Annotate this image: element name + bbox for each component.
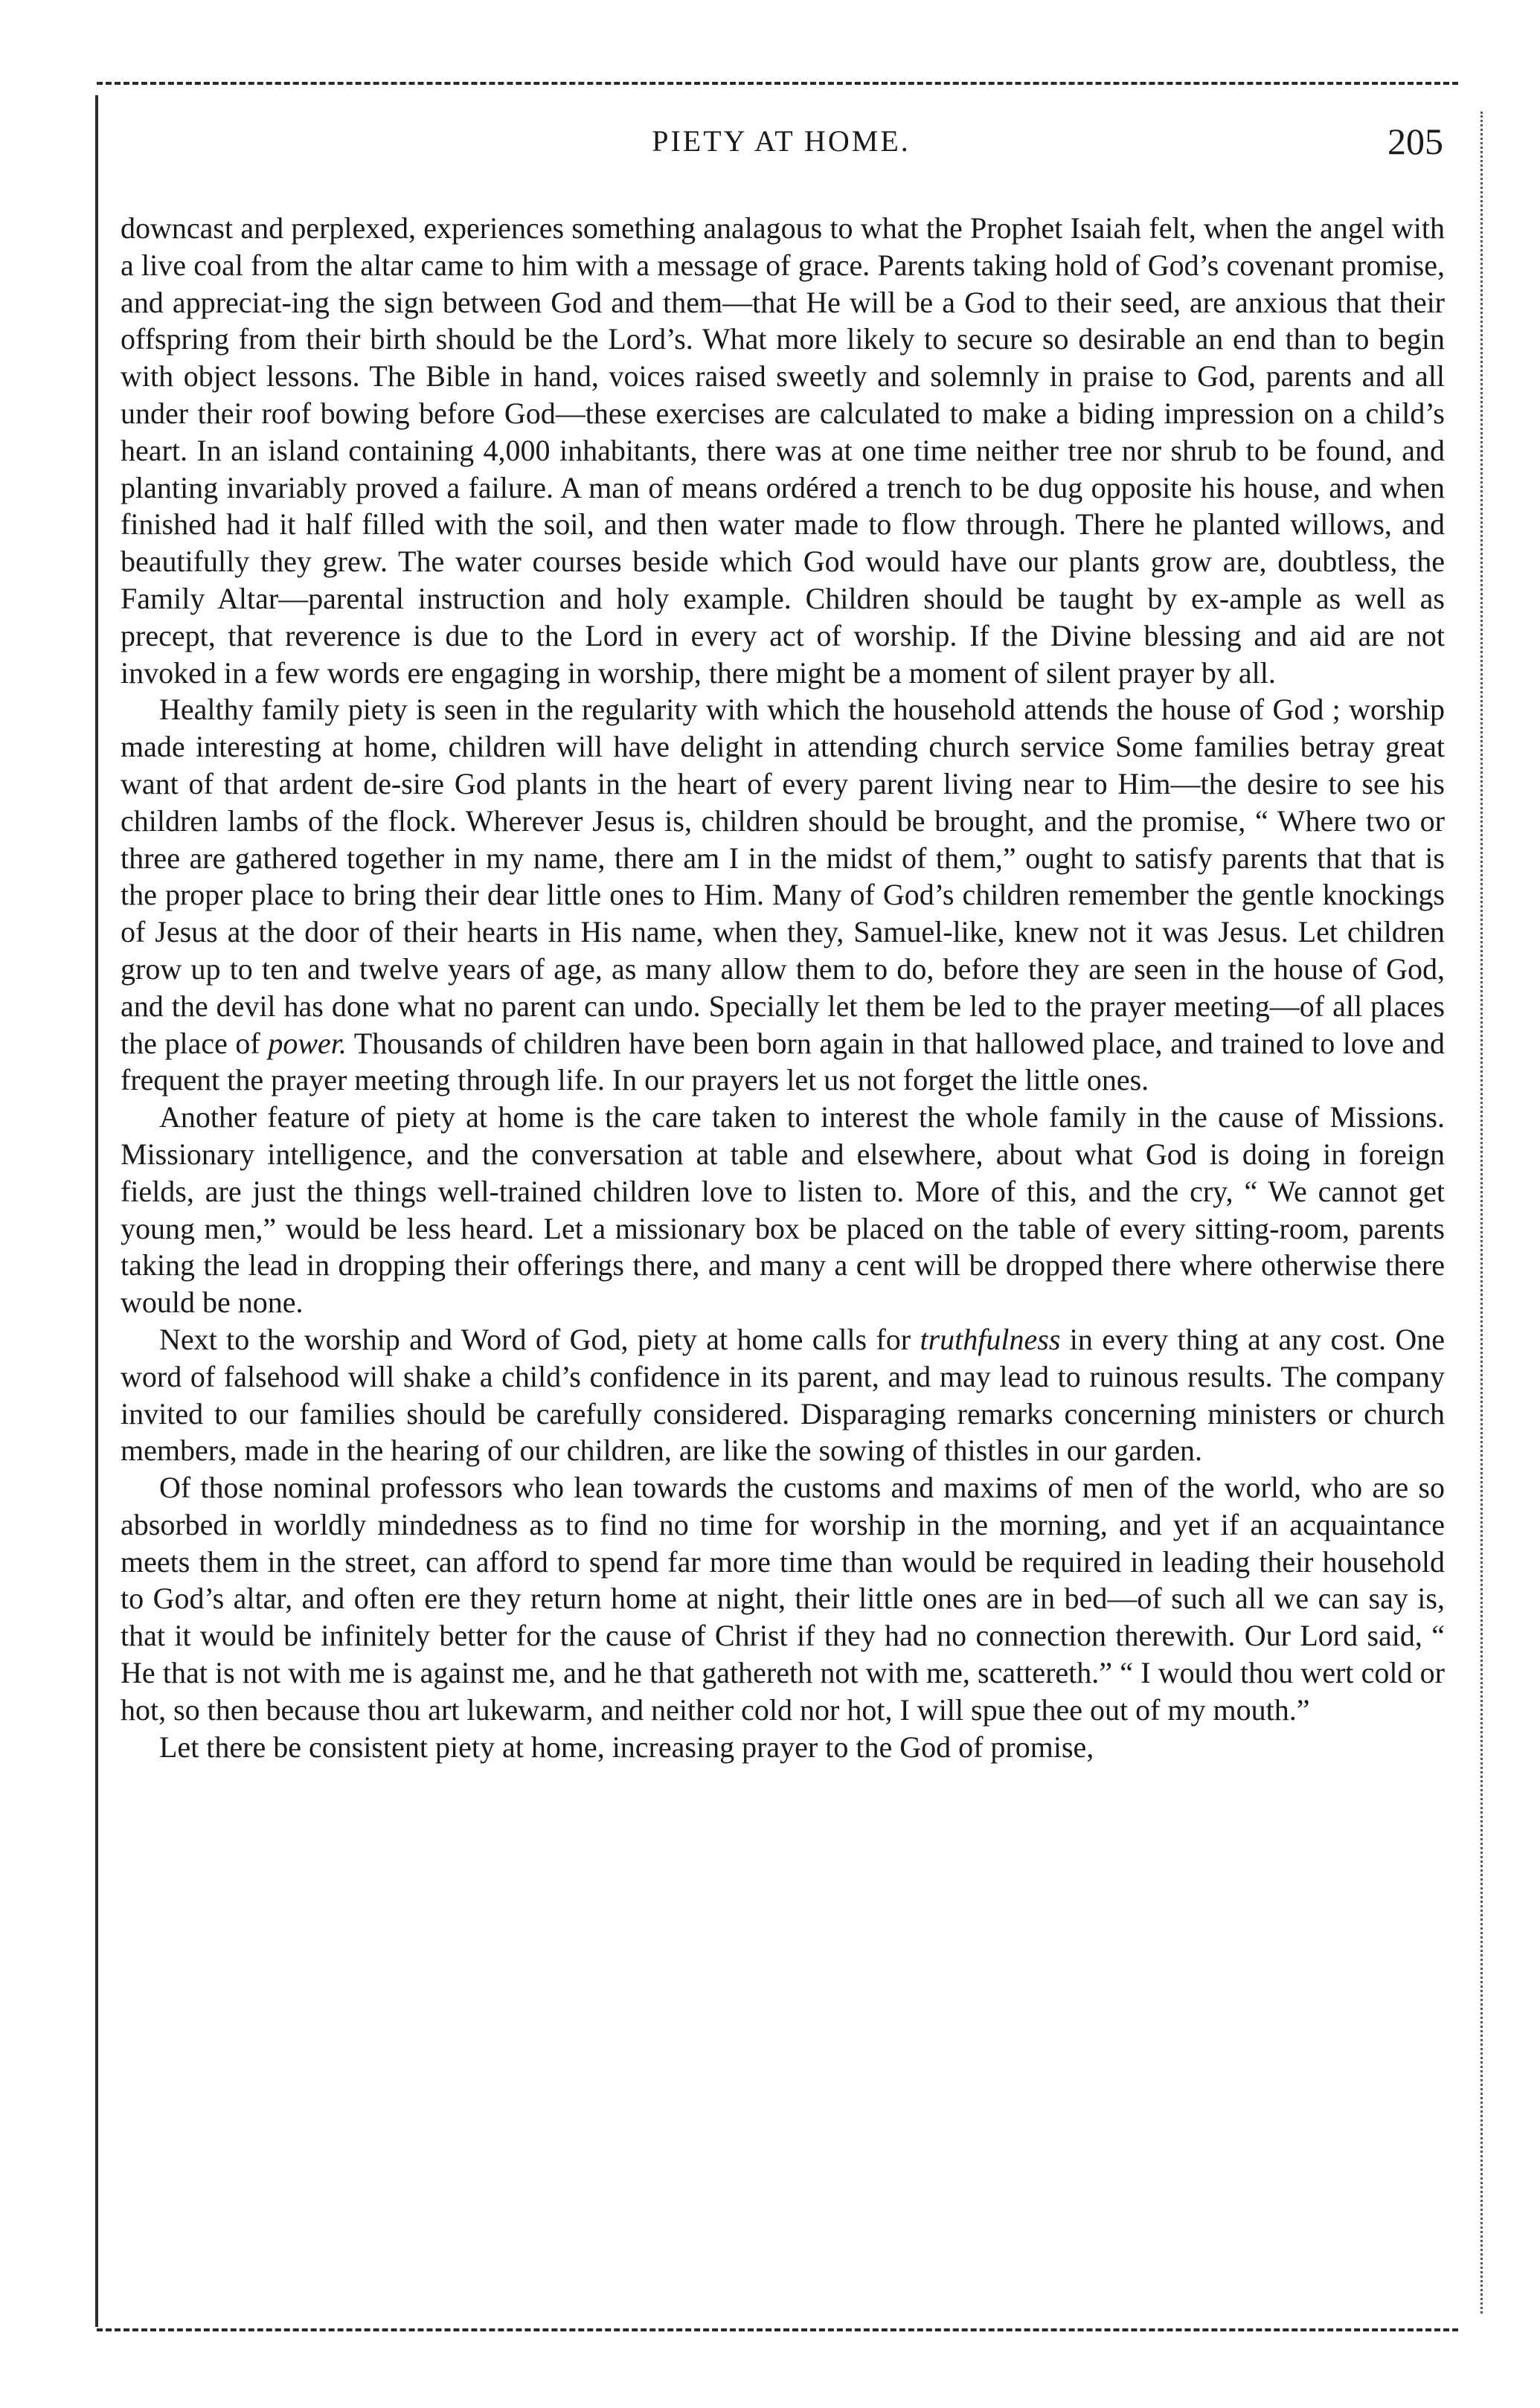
paragraph-text: downcast and perplexed, experiences something analagous to what the Prophet Isaiah felt, when the angel with a live coal from the altar came to him with a message of grace. Parents taking hold of God’s covenant promise, and appreciat-ing the sign between God and them—that He will be a God to their seed, are anxious that their offspring from their birth should be the Lord’s. What more likely to secure so desirable an end than to begin with object lessons. The Bible in hand, voices raised sweetly and solemnly in praise to God, parents and all under their roof bowing before God—these exercises are calculated to make a biding impression on a child’s heart. In an island containing 4,000 inhabitants, there was at one time neither tree nor shrub to be found, and planting invariably proved a failure. A man of means ordéred a trench to be dug opposite his house, and when finished had it half filled with the soil, and then water made to flow through. There he planted willows, and beautifully they grew. The water courses beside which God would have our plants grow are, doubtless, the Family Altar—parental instruction and holy example. Children should be taught by ex-ample as well as precept, that reverence is due to the Lord in every act of worship. If the Divine blessing and aid are not invoked in a few words ere engaging in worship, there might be a moment of silent prayer by all.	[121, 211, 1445, 690]
paragraph-text: Next to the worship and Word of God, piety at home calls for	[159, 1322, 920, 1356]
page-number: 205	[1387, 121, 1443, 162]
paragraph-text: Healthy family piety is seen in the regularity with which the household attends the house of God ; worship made interesting at home, children will have delight in attending church service Some families betray great want of that ardent de-sire God plants in the heart of every parent living near to Him—the desire to see his children lambs of the flock. Wherever Jesus is, children should be brought, and the promise, “ Where two or three are gathered together in my name, there am I in the midst of them,” ought to satisfy parents that that is the proper place to bring their dear little ones to Him. Many of God’s children remember the gentle knockings of Jesus at the door of their hearts in His name, when they, Samuel-like, knew not it was Jesus. Let children grow up to ten and twelve years of age, as many allow them to do, before they are seen in the house of God, and the devil has done what no parent can undo. Specially let them be led to the prayer meeting—of all places the place of	[121, 693, 1445, 1060]
right-margin-rule	[1480, 112, 1483, 2314]
left-margin-rule	[95, 95, 98, 2327]
paragraph-text: Another feature of piety at home is the care taken to interest the whole family in the cause of Missions. Missionary intelligence, and the conversation at table and elsewhere, about what God is doing in foreign fields, are just the things well-trained children love to listen to. More of this, and the cry, “ We cannot get young men,” would be less heard. Let a missionary box be placed on the table of every sitting-room, parents taking the lead in dropping their offerings there, and many a cent will be dropped there where otherwise there would be none.	[121, 1100, 1445, 1320]
paragraph	[121, 691, 1445, 1099]
paragraph-text: Let there be consistent piety at home, increasing prayer to the God of promise,	[159, 1730, 1094, 1764]
paragraph-text: in every thing at any cost. One word of falsehood will shake a child’s confidence in its parent, and may lead to ruinous results. The company invited to our families should be carefully considered. Disparaging remarks concerning ministers or church members, made in the hearing of our children, are like the sowing of thistles in our garden.	[121, 1322, 1445, 1468]
italic-text: truthfulness	[920, 1322, 1061, 1356]
running-head	[119, 119, 1443, 164]
top-rule	[97, 82, 1458, 85]
body-text	[121, 210, 1445, 1765]
paragraph	[121, 1469, 1445, 1729]
running-title: PIETY AT HOME.	[652, 124, 911, 158]
italic-text: power.	[268, 1026, 347, 1060]
paragraph	[121, 1321, 1445, 1469]
bottom-rule	[97, 2328, 1458, 2331]
paragraph	[121, 1099, 1445, 1321]
paragraph	[121, 1729, 1445, 1766]
paragraph-text: Thousands of children have been born again in that hallowed place, and trained to love and frequent the prayer meeting through life. In our prayers let us not forget the little ones.	[121, 1026, 1446, 1097]
paragraph-text: Of those nominal professors who lean towards the customs and maxims of men of the world, who are so absorbed in worldly mindedness as to find no time for worship in the morning, and yet if an acquaintance meets them in the street, can afford to spend far more time than would be required in leading their household to God’s altar, and often ere they return home at night, their little ones are in bed—of such all we can say is, that it would be infinitely better for the cause of Christ if they had no connection therewith. Our Lord said, “ He that is not with me is against me, and he that gathereth not with me, scattereth.” “ I would thou wert cold or hot, so then because thou art lukewarm, and neither cold nor hot, I will spue thee out of my mouth.”	[121, 1471, 1445, 1727]
paragraph	[121, 210, 1445, 691]
